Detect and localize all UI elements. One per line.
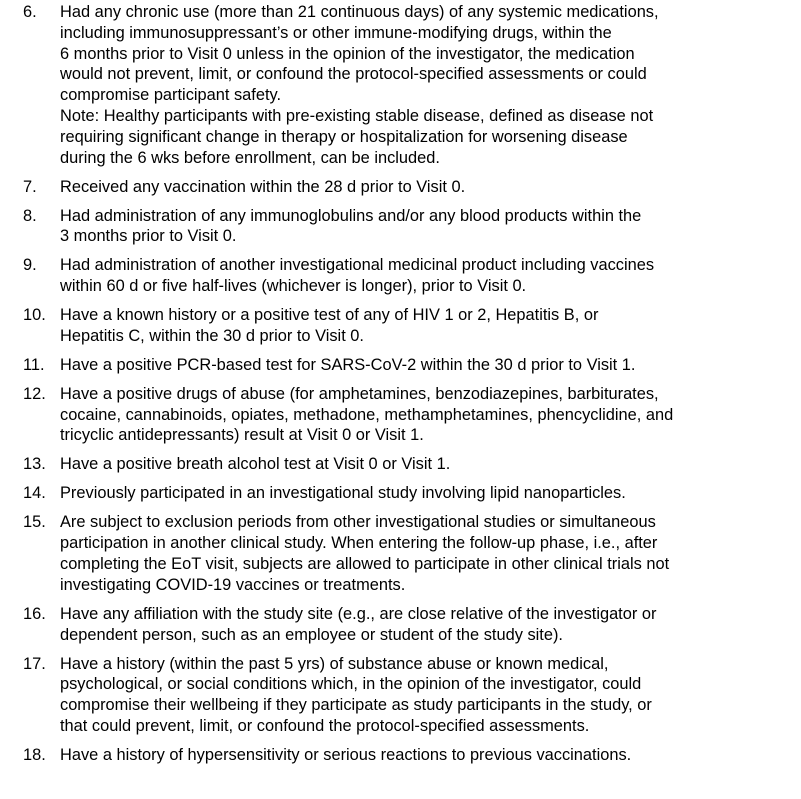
item-text-line: Hepatitis C, within the 30 d prior to Visit 0.	[60, 326, 364, 345]
item-text	[60, 2, 790, 168]
list-item	[0, 483, 801, 504]
item-number: 9.	[23, 256, 37, 275]
item-text	[60, 177, 790, 198]
item-number: 10.	[23, 306, 46, 325]
list-item	[0, 654, 801, 737]
list-item	[0, 745, 801, 766]
item-text-line: cocaine, cannabinoids, opiates, methadone, methamphetamines, phencyclidine, and	[60, 405, 674, 424]
item-text-line: Have any affiliation with the study site (e.g., are close relative of the investigator or	[60, 604, 657, 623]
item-text	[60, 654, 790, 737]
item-text-line: dependent person, such as an employee or student of the study site).	[60, 625, 563, 644]
item-number: 17.	[23, 654, 46, 673]
list-item	[0, 512, 801, 595]
item-text-line: Note: Healthy participants with pre-existing stable disease, defined as disease not	[60, 106, 654, 125]
item-text	[60, 305, 790, 347]
list-item	[0, 255, 801, 297]
item-text-line: tricyclic antidepressants) result at Visit 0 or Visit 1.	[60, 426, 424, 445]
item-number: 11.	[23, 355, 45, 374]
item-text-line: Had any chronic use (more than 21 continuous days) of any systemic medications,	[60, 3, 659, 21]
item-text-line: Had administration of another investigational medicinal product including vaccines	[60, 256, 655, 275]
item-number: 14.	[23, 484, 46, 503]
list-item	[0, 604, 801, 646]
item-text-line: Have a history of hypersensitivity or serious reactions to previous vaccinations.	[60, 745, 632, 764]
list-item	[0, 177, 801, 198]
item-number: 13.	[23, 455, 46, 474]
item-text-line: 6 months prior to Visit 0 unless in the opinion of the investigator, the medication	[60, 44, 635, 63]
item-text-line: during the 6 wks before enrollment, can be included.	[60, 148, 440, 167]
list-item	[0, 305, 801, 347]
item-text	[60, 255, 790, 297]
item-text-line: Have a history (within the past 5 yrs) of substance abuse or known medical,	[60, 654, 609, 673]
item-number: 12.	[23, 384, 46, 403]
item-text-line: 3 months prior to Visit 0.	[60, 227, 237, 246]
list-item	[0, 384, 801, 446]
item-text-line: within 60 d or five half-lives (whichever is longer), prior to Visit 0.	[60, 277, 527, 296]
item-text-line: Have a positive PCR-based test for SARS-CoV-2 within the 30 d prior to Visit 1.	[60, 355, 636, 374]
item-text	[60, 604, 790, 646]
item-text	[60, 745, 790, 766]
item-text	[60, 483, 790, 504]
list-item	[0, 2, 801, 168]
item-text	[60, 454, 790, 475]
item-text-line: investigating COVID-19 vaccines or treatments.	[60, 575, 406, 594]
item-number: 8.	[23, 206, 37, 225]
item-text	[60, 355, 790, 376]
item-number: 18.	[23, 745, 46, 764]
item-text-line: that could prevent, limit, or confound the protocol-specified assessments.	[60, 716, 590, 735]
item-text-line: including immunosuppressant’s or other immune-modifying drugs, within the	[60, 23, 612, 42]
item-text-line: Have a positive drugs of abuse (for amphetamines, benzodiazepines, barbiturates,	[60, 384, 659, 403]
list-item	[0, 206, 801, 248]
item-text-line: compromise their wellbeing if they participate as study participants in the study, or	[60, 696, 652, 715]
item-number: 16.	[23, 604, 46, 623]
item-number: 7.	[23, 177, 37, 196]
exclusion-criteria-list	[0, 2, 801, 774]
list-item	[0, 454, 801, 475]
item-text-line: Are subject to exclusion periods from other investigational studies or simultaneous	[60, 513, 656, 532]
item-text-line: Previously participated in an investigational study involving lipid nanoparticles.	[60, 484, 626, 503]
item-text-line: would not prevent, limit, or confound the protocol-specified assessments or could	[60, 65, 647, 84]
list-item	[0, 355, 801, 376]
item-text-line: Have a positive breath alcohol test at Visit 0 or Visit 1.	[60, 455, 451, 474]
item-text	[60, 206, 790, 248]
item-number: 6.	[23, 3, 37, 21]
item-text	[60, 512, 790, 595]
item-text-line: Had administration of any immunoglobulins and/or any blood products within the	[60, 206, 642, 225]
item-text-line: Have a known history or a positive test of any of HIV 1 or 2, Hepatitis B, or	[60, 306, 599, 325]
item-text-line: Received any vaccination within the 28 d prior to Visit 0.	[60, 177, 466, 196]
item-text-line: participation in another clinical study. When entering the follow-up phase, i.e., after	[60, 534, 658, 553]
item-number: 15.	[23, 513, 46, 532]
item-text	[60, 384, 790, 446]
item-text-line: compromise participant safety.	[60, 86, 282, 105]
item-text-line: requiring significant change in therapy or hospitalization for worsening disease	[60, 127, 628, 146]
item-text-line: psychological, or social conditions which, in the opinion of the investigator, could	[60, 675, 642, 694]
item-text-line: completing the EoT visit, subjects are allowed to participate in other clinical trials not	[60, 555, 670, 574]
